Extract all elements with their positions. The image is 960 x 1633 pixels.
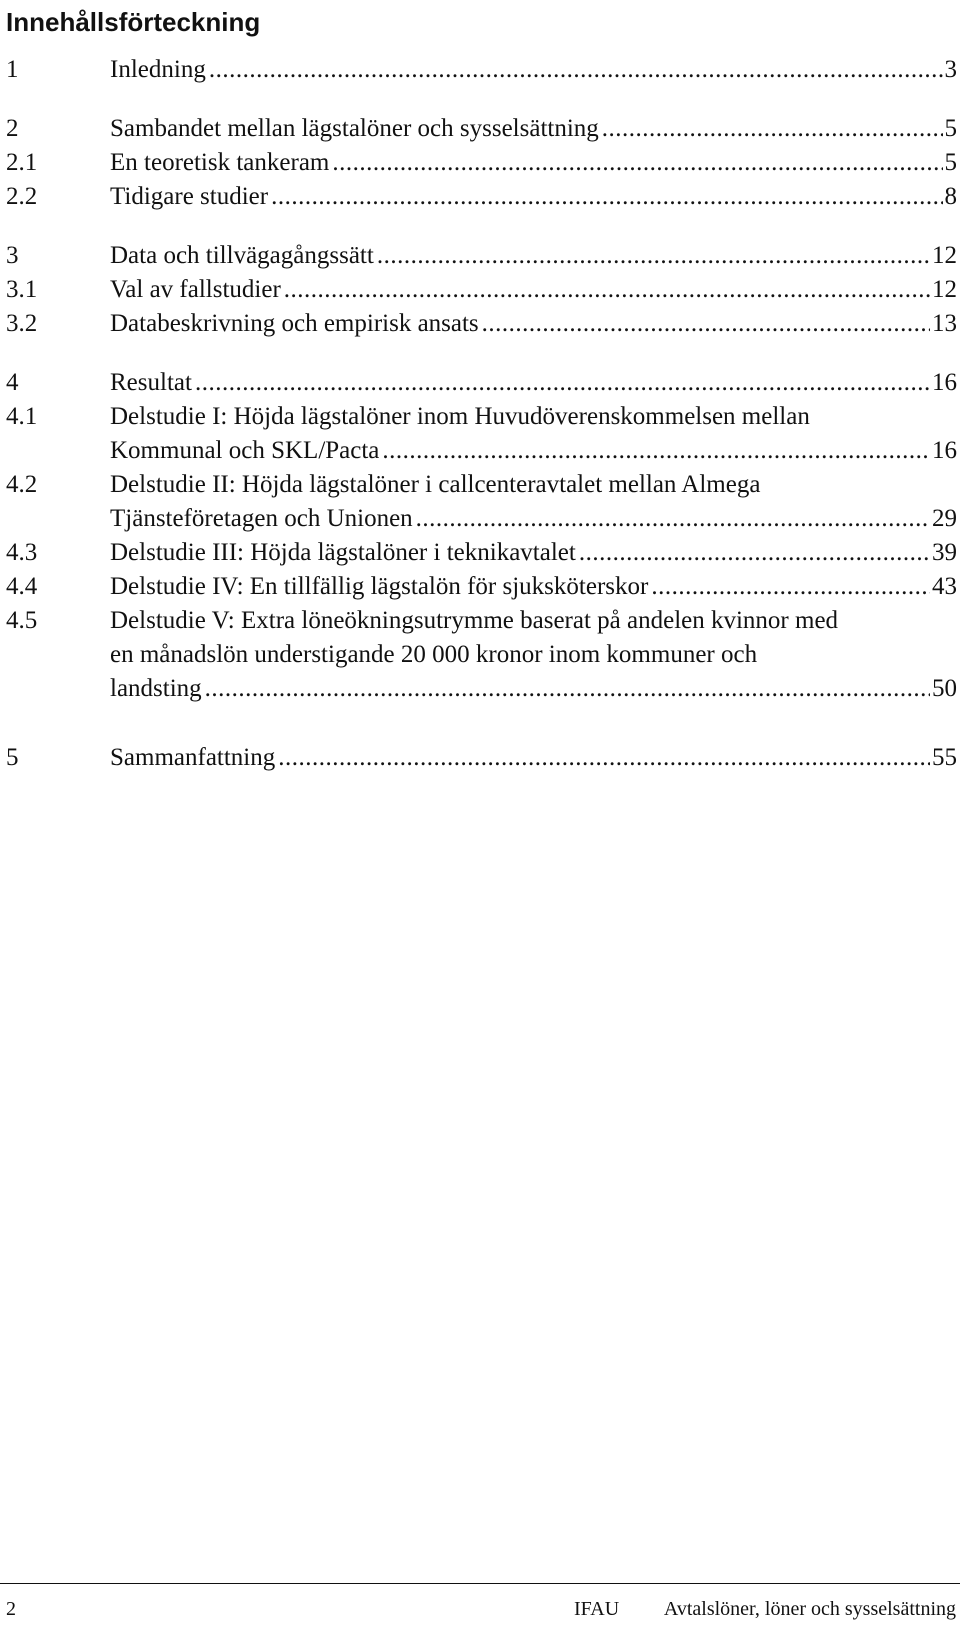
toc-leader-dots (209, 53, 943, 87)
toc-entry-title: Inledning (110, 56, 206, 83)
toc-entry-page: 43 (932, 573, 957, 600)
toc-entry-number: 2.2 (6, 183, 38, 210)
toc-entry-number: 3.1 (6, 276, 38, 303)
toc-entry-number: 5 (6, 744, 19, 771)
toc-entry-title: Databeskrivning och empirisk ansats (110, 310, 479, 337)
toc-entry-5[interactable] (0, 741, 960, 775)
toc-entry-title: Val av fallstudier (110, 276, 281, 303)
toc-entry-title-line: Delstudie V: Extra löneökningsutrymme baserat på andelen kvinnor med (110, 607, 839, 634)
toc-entry-3-1[interactable] (0, 273, 960, 307)
toc-entry-title-line: Delstudie II: Höjda lägstalöner i callcenteravtalet mellan Almega (110, 471, 761, 498)
toc-entry-title: Delstudie IV: En tillfällig lägstalön för sjuksköterskor (110, 573, 649, 600)
toc-entry-number: 2 (6, 115, 19, 142)
toc-entry-title: Sambandet mellan lägstalöner och sysselsättning (110, 115, 599, 142)
footer-title: Avtalslöner, löner och sysselsättning (663, 1598, 956, 1620)
toc-entry-3[interactable] (0, 239, 960, 273)
toc-entry-title: Delstudie III: Höjda lägstalöner i teknikavtalet (110, 539, 576, 566)
toc-leader-dots (271, 180, 942, 214)
toc-entry-number: 3.2 (6, 310, 38, 337)
toc-entry-page: 50 (932, 675, 957, 702)
toc-entry-title: Tjänsteföretagen och Unionen (110, 505, 413, 532)
toc-leader-dots (195, 366, 930, 400)
toc-entry-number: 4.3 (6, 539, 38, 566)
toc-entry-3-2[interactable] (0, 307, 960, 341)
toc-leader-dots (377, 239, 930, 273)
toc-entry-title-line: Delstudie I: Höjda lägstalöner inom Huvudöverenskommelsen mellan (110, 403, 810, 430)
toc-entry-4-4[interactable] (0, 570, 960, 604)
toc-entry-2[interactable] (0, 112, 960, 146)
toc-entry-4-1[interactable] (0, 400, 960, 468)
toc-entry-page: 29 (932, 505, 957, 532)
toc-entry-title: En teoretisk tankeram (110, 149, 330, 176)
toc-entry-4-5[interactable] (0, 604, 960, 706)
toc-leader-dots (382, 434, 930, 468)
toc-entry-number: 4.5 (6, 607, 38, 634)
toc-entry-page: 39 (932, 539, 957, 566)
toc-entry-4-3[interactable] (0, 536, 960, 570)
toc-leader-dots (579, 536, 930, 570)
toc-entry-page: 13 (932, 310, 957, 337)
toc-entry-number: 4 (6, 369, 19, 396)
toc-leader-dots (278, 741, 930, 775)
toc-entry-number: 1 (6, 56, 19, 83)
toc-leader-dots (651, 570, 930, 604)
toc-leader-dots (205, 672, 930, 706)
toc-entry-page: 16 (932, 437, 957, 464)
toc-entry-title: Data och tillvägagångssätt (110, 242, 374, 269)
footer-organization: IFAU (574, 1598, 620, 1620)
footer-page-number: 2 (6, 1598, 16, 1620)
toc-leader-dots (416, 502, 930, 536)
toc-entry-title: Kommunal och SKL/Pacta (110, 437, 380, 464)
toc-entry-4[interactable] (0, 366, 960, 400)
toc-entry-page: 55 (932, 744, 957, 771)
page-footer (0, 1583, 960, 1624)
toc-leader-dots (482, 307, 930, 341)
toc-entry-title: landsting (110, 675, 202, 702)
toc-leader-dots (332, 146, 942, 180)
toc-entry-page: 12 (932, 276, 957, 303)
toc-entry-title: Sammanfattning (110, 744, 276, 771)
toc-entry-title: Tidigare studier (110, 183, 269, 210)
toc-entry-2-1[interactable] (0, 146, 960, 180)
toc-entry-page: 5 (944, 115, 957, 142)
toc-heading: Innehållsförteckning (6, 7, 261, 37)
toc-entry-page: 8 (944, 183, 957, 210)
toc-entry-page: 3 (944, 56, 957, 83)
toc-entry-number: 4.4 (6, 573, 38, 600)
toc-entry-number: 4.1 (6, 403, 38, 430)
toc-entry-title: Resultat (110, 369, 192, 396)
toc-entry-title-line: en månadslön understigande 20 000 kronor inom kommuner och (110, 641, 758, 668)
toc-entry-2-2[interactable] (0, 180, 960, 214)
toc-entry-page: 12 (932, 242, 957, 269)
toc-entry-4-2[interactable] (0, 468, 960, 536)
toc-leader-dots (284, 273, 930, 307)
toc-entry-number: 3 (6, 242, 19, 269)
toc-entry-number: 4.2 (6, 471, 38, 498)
toc-entry-page: 5 (944, 149, 957, 176)
toc-entry-1[interactable] (0, 53, 960, 87)
toc-entry-number: 2.1 (6, 149, 38, 176)
toc-entry-page: 16 (932, 369, 957, 396)
toc-leader-dots (602, 112, 943, 146)
